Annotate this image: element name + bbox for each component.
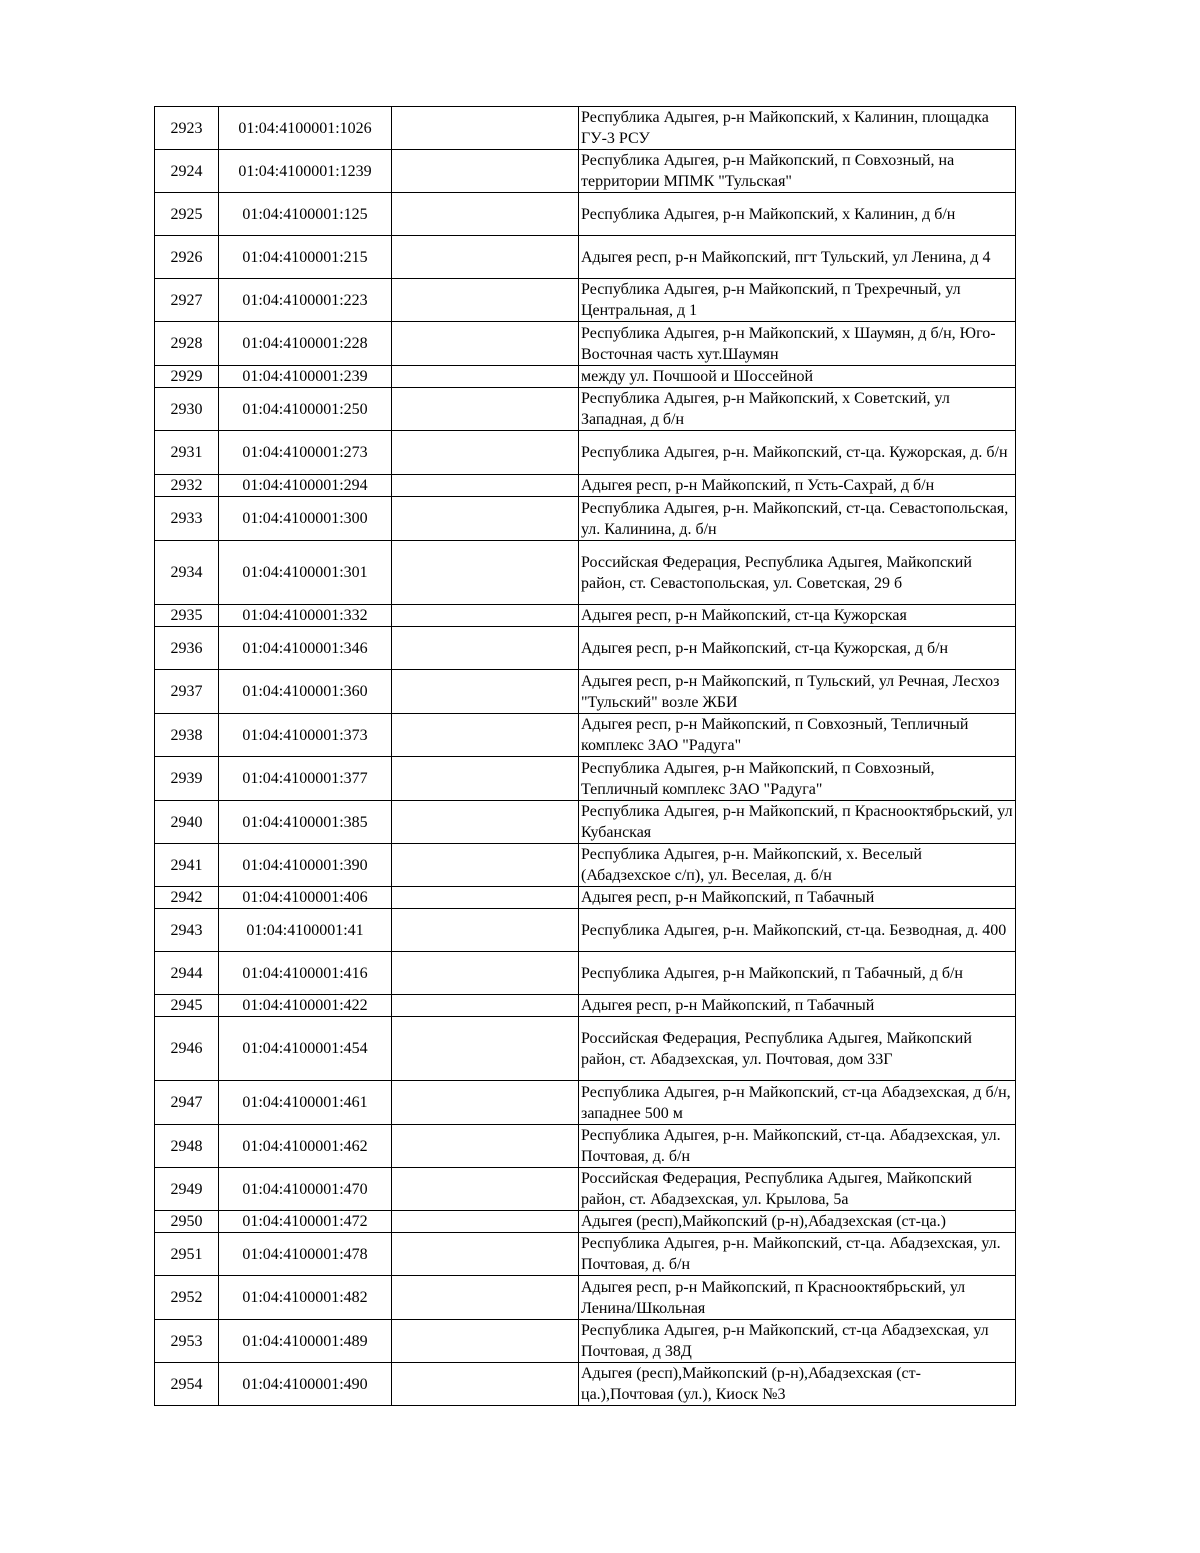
address-cell: Адыгея респ, р-н Майкопский, ст-ца Кужорская bbox=[579, 605, 1016, 627]
table-row bbox=[155, 1320, 1016, 1363]
table-row bbox=[155, 279, 1016, 322]
row-number-cell: 2951 bbox=[155, 1233, 219, 1276]
empty-cell bbox=[392, 605, 579, 627]
cadastral-number-cell: 01:04:4100001:390 bbox=[219, 844, 392, 887]
empty-cell bbox=[392, 1168, 579, 1211]
row-number-cell: 2941 bbox=[155, 844, 219, 887]
address-cell: Республика Адыгея, р-н. Майкопский, х. Веселый (Абадзехское с/п), ул. Веселая, д. б/н bbox=[579, 844, 1016, 887]
empty-cell bbox=[392, 193, 579, 236]
cadastral-number-cell: 01:04:4100001:422 bbox=[219, 995, 392, 1017]
table-row bbox=[155, 366, 1016, 388]
cadastral-number-cell: 01:04:4100001:1026 bbox=[219, 107, 392, 150]
row-number-cell: 2923 bbox=[155, 107, 219, 150]
row-number-cell: 2931 bbox=[155, 431, 219, 475]
address-cell: Республика Адыгея, р-н. Майкопский, ст-ца. Кужорская, д. б/н bbox=[579, 431, 1016, 475]
address-cell: Республика Адыгея, р-н Майкопский, х Калинин, д б/н bbox=[579, 193, 1016, 236]
cadastral-number-cell: 01:04:4100001:478 bbox=[219, 1233, 392, 1276]
address-cell: Адыгея (респ),Майкопский (р-н),Абадзехская (ст-ца.),Почтовая (ул.), Киоск №3 bbox=[579, 1363, 1016, 1406]
row-number-cell: 2939 bbox=[155, 757, 219, 801]
cadastral-number-cell: 01:04:4100001:300 bbox=[219, 497, 392, 541]
row-number-cell: 2926 bbox=[155, 236, 219, 279]
cadastral-number-cell: 01:04:4100001:373 bbox=[219, 714, 392, 757]
row-number-cell: 2933 bbox=[155, 497, 219, 541]
empty-cell bbox=[392, 757, 579, 801]
row-number-cell: 2936 bbox=[155, 627, 219, 670]
empty-cell bbox=[392, 150, 579, 193]
table-row bbox=[155, 909, 1016, 952]
row-number-cell: 2952 bbox=[155, 1276, 219, 1320]
cadastral-number-cell: 01:04:4100001:215 bbox=[219, 236, 392, 279]
table-row bbox=[155, 475, 1016, 497]
table-row bbox=[155, 322, 1016, 366]
cadastral-number-cell: 01:04:4100001:346 bbox=[219, 627, 392, 670]
cadastral-number-cell: 01:04:4100001:294 bbox=[219, 475, 392, 497]
empty-cell bbox=[392, 475, 579, 497]
row-number-cell: 2944 bbox=[155, 952, 219, 995]
row-number-cell: 2924 bbox=[155, 150, 219, 193]
registry-table bbox=[154, 106, 1016, 1406]
empty-cell bbox=[392, 279, 579, 322]
address-cell: Адыгея респ, р-н Майкопский, п Табачный bbox=[579, 887, 1016, 909]
address-cell: Республика Адыгея, р-н. Майкопский, ст-ца. Севастопольская, ул. Калинина, д. б/н bbox=[579, 497, 1016, 541]
cadastral-number-cell: 01:04:4100001:490 bbox=[219, 1363, 392, 1406]
cadastral-number-cell: 01:04:4100001:273 bbox=[219, 431, 392, 475]
cadastral-number-cell: 01:04:4100001:228 bbox=[219, 322, 392, 366]
table-row bbox=[155, 107, 1016, 150]
address-cell: между ул. Почшоой и Шоссейной bbox=[579, 366, 1016, 388]
address-cell: Адыгея респ, р-н Майкопский, п Усть-Сахрай, д б/н bbox=[579, 475, 1016, 497]
address-cell: Республика Адыгея, р-н Майкопский, п Краснооктябрьский, ул Кубанская bbox=[579, 801, 1016, 844]
empty-cell bbox=[392, 801, 579, 844]
row-number-cell: 2930 bbox=[155, 388, 219, 431]
row-number-cell: 2946 bbox=[155, 1017, 219, 1081]
table-row bbox=[155, 670, 1016, 714]
table-row bbox=[155, 627, 1016, 670]
row-number-cell: 2950 bbox=[155, 1211, 219, 1233]
table-row bbox=[155, 844, 1016, 887]
cadastral-number-cell: 01:04:4100001:1239 bbox=[219, 150, 392, 193]
table-row bbox=[155, 193, 1016, 236]
empty-cell bbox=[392, 670, 579, 714]
cadastral-number-cell: 01:04:4100001:239 bbox=[219, 366, 392, 388]
empty-cell bbox=[392, 1233, 579, 1276]
cadastral-number-cell: 01:04:4100001:462 bbox=[219, 1125, 392, 1168]
row-number-cell: 2953 bbox=[155, 1320, 219, 1363]
cadastral-number-cell: 01:04:4100001:332 bbox=[219, 605, 392, 627]
address-cell: Адыгея респ, р-н Майкопский, п Краснооктябрьский, ул Ленина/Школьная bbox=[579, 1276, 1016, 1320]
table-row bbox=[155, 1081, 1016, 1125]
address-cell: Республика Адыгея, р-н Майкопский, п Трехречный, ул Центральная, д 1 bbox=[579, 279, 1016, 322]
row-number-cell: 2927 bbox=[155, 279, 219, 322]
empty-cell bbox=[392, 366, 579, 388]
row-number-cell: 2943 bbox=[155, 909, 219, 952]
cadastral-number-cell: 01:04:4100001:454 bbox=[219, 1017, 392, 1081]
empty-cell bbox=[392, 887, 579, 909]
row-number-cell: 2925 bbox=[155, 193, 219, 236]
empty-cell bbox=[392, 497, 579, 541]
cadastral-number-cell: 01:04:4100001:385 bbox=[219, 801, 392, 844]
cadastral-number-cell: 01:04:4100001:461 bbox=[219, 1081, 392, 1125]
table-row bbox=[155, 995, 1016, 1017]
cadastral-number-cell: 01:04:4100001:41 bbox=[219, 909, 392, 952]
table-row bbox=[155, 497, 1016, 541]
empty-cell bbox=[392, 995, 579, 1017]
cadastral-number-cell: 01:04:4100001:125 bbox=[219, 193, 392, 236]
address-cell: Адыгея респ, р-н Майкопский, ст-ца Кужорская, д б/н bbox=[579, 627, 1016, 670]
table-row bbox=[155, 431, 1016, 475]
table-row bbox=[155, 952, 1016, 995]
cadastral-number-cell: 01:04:4100001:470 bbox=[219, 1168, 392, 1211]
row-number-cell: 2948 bbox=[155, 1125, 219, 1168]
table-row bbox=[155, 1125, 1016, 1168]
row-number-cell: 2935 bbox=[155, 605, 219, 627]
address-cell: Адыгея респ, р-н Майкопский, п Табачный bbox=[579, 995, 1016, 1017]
row-number-cell: 2940 bbox=[155, 801, 219, 844]
table-row bbox=[155, 887, 1016, 909]
address-cell: Республика Адыгея, р-н Майкопский, ст-ца Абадзехская, ул Почтовая, д 38Д bbox=[579, 1320, 1016, 1363]
empty-cell bbox=[392, 1276, 579, 1320]
row-number-cell: 2929 bbox=[155, 366, 219, 388]
empty-cell bbox=[392, 1320, 579, 1363]
empty-cell bbox=[392, 107, 579, 150]
empty-cell bbox=[392, 1017, 579, 1081]
address-cell: Республика Адыгея, р-н. Майкопский, ст-ца. Безводная, д. 400 bbox=[579, 909, 1016, 952]
registry-table-body bbox=[155, 107, 1016, 1406]
cadastral-number-cell: 01:04:4100001:482 bbox=[219, 1276, 392, 1320]
table-row bbox=[155, 541, 1016, 605]
empty-cell bbox=[392, 844, 579, 887]
cadastral-number-cell: 01:04:4100001:301 bbox=[219, 541, 392, 605]
empty-cell bbox=[392, 714, 579, 757]
empty-cell bbox=[392, 236, 579, 279]
cadastral-number-cell: 01:04:4100001:377 bbox=[219, 757, 392, 801]
table-row bbox=[155, 1233, 1016, 1276]
row-number-cell: 2932 bbox=[155, 475, 219, 497]
table-row bbox=[155, 714, 1016, 757]
address-cell: Российская Федерация, Республика Адыгея, Майкопский район, ст. Абадзехская, ул. Почтовая, дом 33Г bbox=[579, 1017, 1016, 1081]
empty-cell bbox=[392, 1211, 579, 1233]
row-number-cell: 2954 bbox=[155, 1363, 219, 1406]
address-cell: Республика Адыгея, р-н Майкопский, х Шаумян, д б/н, Юго-Восточная часть хут.Шаумян bbox=[579, 322, 1016, 366]
empty-cell bbox=[392, 541, 579, 605]
cadastral-number-cell: 01:04:4100001:250 bbox=[219, 388, 392, 431]
row-number-cell: 2942 bbox=[155, 887, 219, 909]
address-cell: Республика Адыгея, р-н Майкопский, п Совхозный, Тепличный комплекс ЗАО "Радуга" bbox=[579, 757, 1016, 801]
table-row bbox=[155, 1276, 1016, 1320]
address-cell: Адыгея респ, р-н Майкопский, п Совхозный, Тепличный комплекс ЗАО "Радуга" bbox=[579, 714, 1016, 757]
table-row bbox=[155, 388, 1016, 431]
address-cell: Республика Адыгея, р-н Майкопский, ст-ца Абадзехская, д б/н, западнее 500 м bbox=[579, 1081, 1016, 1125]
address-cell: Республика Адыгея, р-н Майкопский, п Совхозный, на территории МПМК "Тульская" bbox=[579, 150, 1016, 193]
empty-cell bbox=[392, 1081, 579, 1125]
table-row bbox=[155, 1168, 1016, 1211]
table-row bbox=[155, 1363, 1016, 1406]
cadastral-number-cell: 01:04:4100001:223 bbox=[219, 279, 392, 322]
address-cell: Республика Адыгея, р-н Майкопский, х Калинин, площадка ГУ-3 РСУ bbox=[579, 107, 1016, 150]
row-number-cell: 2938 bbox=[155, 714, 219, 757]
table-row bbox=[155, 1211, 1016, 1233]
address-cell: Республика Адыгея, р-н Майкопский, х Советский, ул Западная, д б/н bbox=[579, 388, 1016, 431]
row-number-cell: 2949 bbox=[155, 1168, 219, 1211]
address-cell: Республика Адыгея, р-н Майкопский, п Табачный, д б/н bbox=[579, 952, 1016, 995]
cadastral-number-cell: 01:04:4100001:360 bbox=[219, 670, 392, 714]
address-cell: Адыгея респ, р-н Майкопский, п Тульский, ул Речная, Лесхоз "Тульский" возле ЖБИ bbox=[579, 670, 1016, 714]
row-number-cell: 2947 bbox=[155, 1081, 219, 1125]
empty-cell bbox=[392, 1363, 579, 1406]
empty-cell bbox=[392, 627, 579, 670]
row-number-cell: 2928 bbox=[155, 322, 219, 366]
address-cell: Адыгея (респ),Майкопский (р-н),Абадзехская (ст-ца.) bbox=[579, 1211, 1016, 1233]
table-row bbox=[155, 757, 1016, 801]
cadastral-number-cell: 01:04:4100001:472 bbox=[219, 1211, 392, 1233]
address-cell: Республика Адыгея, р-н. Майкопский, ст-ца. Абадзехская, ул. Почтовая, д. б/н bbox=[579, 1233, 1016, 1276]
cadastral-number-cell: 01:04:4100001:406 bbox=[219, 887, 392, 909]
address-cell: Адыгея респ, р-н Майкопский, пгт Тульский, ул Ленина, д 4 bbox=[579, 236, 1016, 279]
address-cell: Российская Федерация, Республика Адыгея, Майкопский район, ст. Абадзехская, ул. Крылова, 5а bbox=[579, 1168, 1016, 1211]
empty-cell bbox=[392, 431, 579, 475]
address-cell: Республика Адыгея, р-н. Майкопский, ст-ца. Абадзехская, ул. Почтовая, д. б/н bbox=[579, 1125, 1016, 1168]
empty-cell bbox=[392, 322, 579, 366]
cadastral-number-cell: 01:04:4100001:416 bbox=[219, 952, 392, 995]
table-row bbox=[155, 1017, 1016, 1081]
cadastral-number-cell: 01:04:4100001:489 bbox=[219, 1320, 392, 1363]
table-row bbox=[155, 801, 1016, 844]
empty-cell bbox=[392, 1125, 579, 1168]
empty-cell bbox=[392, 909, 579, 952]
table-row bbox=[155, 236, 1016, 279]
row-number-cell: 2937 bbox=[155, 670, 219, 714]
empty-cell bbox=[392, 388, 579, 431]
table-row bbox=[155, 605, 1016, 627]
row-number-cell: 2934 bbox=[155, 541, 219, 605]
empty-cell bbox=[392, 952, 579, 995]
row-number-cell: 2945 bbox=[155, 995, 219, 1017]
address-cell: Российская Федерация, Республика Адыгея, Майкопский район, ст. Севастопольская, ул. Советская, 29 б bbox=[579, 541, 1016, 605]
table-row bbox=[155, 150, 1016, 193]
